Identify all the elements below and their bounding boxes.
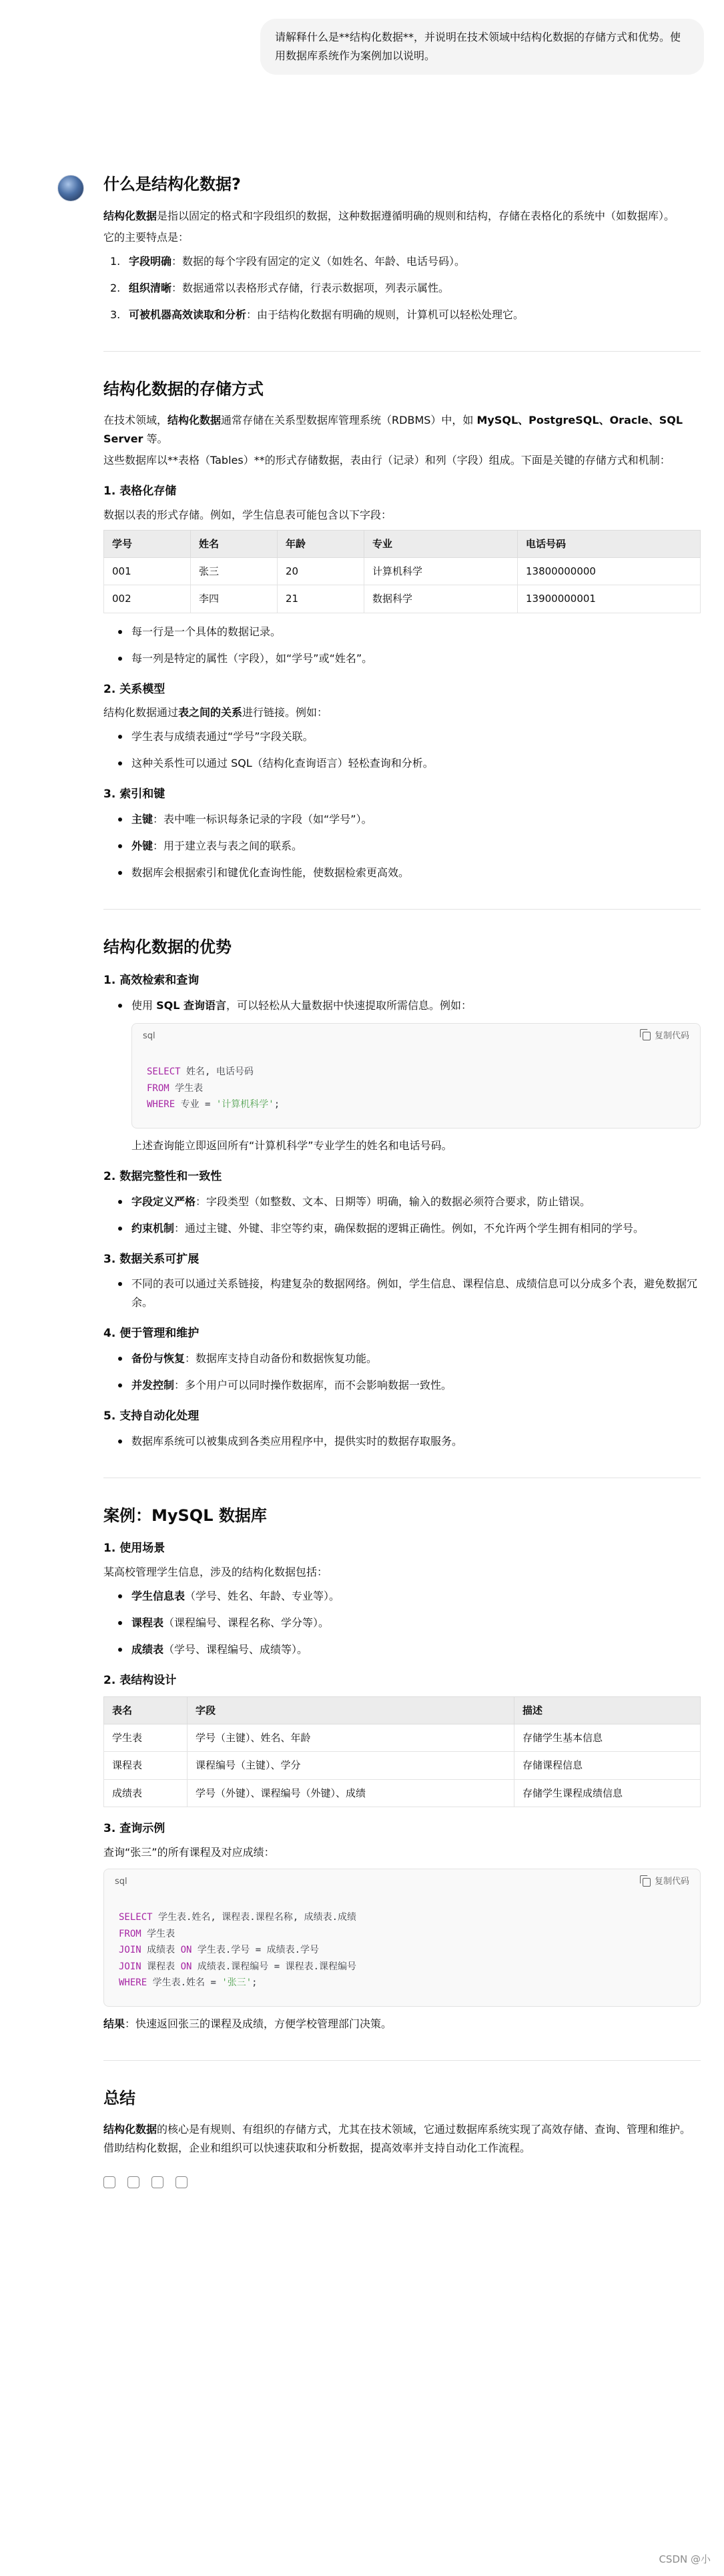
paragraph: 结构化数据的核心是有规则、有组织的存储方式，尤其在技术领域，它通过数据库系统实现了高效存储、查询、管理和维护。借助结构化数据，企业和组织可以快速获取和分析数据，提高效率并支持自动化工作流程。 [103,2123,691,2155]
code-content: SELECT 学生表.姓名, 课程表.课程名称, 成绩表.成绩 FROM 学生表 JOIN 成绩表 ON 学生表.学号 = 成绩表.学号 JOIN 课程表 ON 成绩表.课程编号 = 课程表.课程编号 WHERE 学生表.姓名 = '张三'; [119,1912,357,1989]
paragraph: 结构化数据通过表之间的关系进行链接。例如： [103,706,328,719]
bullet-list [103,1587,701,1659]
code-header [104,1869,700,1895]
subheading: 3. 查询示例 [103,1821,165,1835]
subheading: 1. 表格化存储 [103,485,177,499]
student-table [103,530,701,613]
table-row: 成绩表 学号（外键）、课程编号（外键）、成绩 存储学生课程成绩信息 [104,1779,701,1807]
watermark: CSDN @小 [659,2553,711,2565]
user-message-bubble: 请解释什么是**结构化数据**，并说明在技术领域中结构化数据的存储方式和优势。使用数据库系统作为案例加以说明。 [260,19,704,75]
table-row: 课程表 课程编号（主键）、学分 存储课程信息 [104,1752,701,1779]
list-item: 成绩表（学号、课程编号、成绩等）。 [103,1640,701,1659]
user-message-row [0,0,724,75]
list-item: 数据库系统可以被集成到各类应用程序中，提供实时的数据存取服务。 [103,1432,701,1451]
bullet-list [103,996,701,1015]
subheading: 1. 使用场景 [103,1542,165,1556]
list-item: 约束机制：通过主键、外键、非空等约束，确保数据的逻辑正确性。例如，不允许两个学生拥有相同的学号。 [103,1219,701,1238]
copy-icon [643,1878,651,1887]
list-item: 数据库会根据索引和键优化查询性能，使数据检索更高效。 [103,864,701,882]
list-item: 学生信息表（学号、姓名、年龄、专业等）。 [103,1587,701,1606]
table-row: 001 张三 20 计算机科学 13800000000 [104,558,701,585]
list-item: 这种关系性可以通过 SQL（结构化查询语言）轻松查询和分析。 [103,754,701,773]
paragraph: 结构化数据是指以固定的格式和字段组织的数据，这种数据遵循明确的规则和结构，存储在表格化的系统中（如数据库）。 [103,209,675,222]
list-item: 学生表与成绩表通过“学号”字段关联。 [103,727,701,746]
table-header-row: 学号 姓名 年龄 专业 电话号码 [104,530,701,557]
feature-list [110,252,701,324]
section-definition [103,75,701,324]
section-title: 案例：MySQL 数据库 [103,1506,267,1525]
paragraph: 它的主要特点是： [103,230,190,244]
assistant-avatar [57,175,84,202]
thumbs-up-icon[interactable] [127,2176,139,2188]
paragraph: 这些数据库以**表格（Tables）**的形式存储数据，表由行（记录）和列（字段）组成。下面是关键的存储方式和机制： [103,454,671,467]
list-item: 1. 字段明确：数据的每个字段有固定的定义（如姓名、年龄、电话号码）。 [110,254,466,268]
list-item: 备份与恢复：数据库支持自动备份和数据恢复功能。 [103,1349,701,1368]
assistant-content [103,75,701,2188]
section-title: 总结 [103,2088,135,2108]
subheading: 2. 关系模型 [103,682,165,696]
paragraph: 数据以表的形式存储。例如，学生信息表可能包含以下字段： [103,508,392,521]
paragraph: 某高校管理学生信息，涉及的结构化数据包括： [103,1566,328,1579]
regenerate-icon[interactable] [175,2176,188,2188]
assistant-message [0,75,724,2188]
bullet-list [103,1432,701,1451]
list-item: 主键：表中唯一标识每条记录的字段（如“学号”）。 [103,810,701,829]
bullet-list [103,727,701,773]
divider [103,2060,701,2061]
list-item: 外键：用于建立表与表之间的联系。 [103,837,701,856]
section-title: 结构化数据的存储方式 [103,379,264,398]
code-block [103,1869,701,2007]
list-item: 3. 可被机器高效读取和分析：由于结构化数据有明确的规则，计算机可以轻松处理它。 [110,308,524,321]
subheading: 2. 数据完整性和一致性 [103,1169,222,1183]
copy-code-button[interactable]: 复制代码 [643,1875,689,1890]
list-item: 字段定义严格：字段类型（如整数、文本、日期等）明确，输入的数据必须符合要求，防止错误。 [103,1193,701,1211]
subheading: 3. 索引和键 [103,787,165,801]
table-row: 学生表 学号（主键）、姓名、年龄 存储学生基本信息 [104,1724,701,1752]
subheading: 1. 高效检索和查询 [103,973,200,987]
bullet-list [103,1349,701,1395]
code-language: sql [115,1876,127,1887]
list-item: 2. 组织清晰：数据通常以表格形式存储，行表示数据项，列表示属性。 [110,281,450,294]
copy-message-icon[interactable] [103,2176,115,2188]
list-item: 每一行是一个具体的数据记录。 [103,623,701,641]
code-block [131,1023,701,1129]
section-summary [103,2087,701,2189]
list-item: 使用 SQL 查询语言，可以轻松从大量数据中快速提取所需信息。例如： [103,996,701,1015]
bullet-list [103,1193,701,1238]
thumbs-down-icon[interactable] [151,2176,163,2188]
list-item: 不同的表可以通过关系链接，构建复杂的数据网络。例如，学生信息、课程信息、成绩信息可以分成多个表，避免数据冗余。 [103,1275,701,1312]
bullet-list [103,623,701,668]
bullet-list [103,1275,701,1312]
section-case-study [103,1505,701,2033]
paragraph: 结果：快速返回张三的课程及成绩，方便学校管理部门决策。 [103,2017,392,2030]
paragraph: 查询“张三”的所有课程及对应成绩： [103,1845,275,1859]
section-title: 什么是结构化数据? [103,175,241,194]
section-title: 结构化数据的优势 [103,938,232,957]
design-table [103,1696,701,1807]
list-item: 课程表（课程编号、课程名称、学分等）。 [103,1614,701,1632]
code-language: sql [143,1030,155,1041]
subheading: 2. 表结构设计 [103,1674,177,1688]
copy-icon [643,1032,651,1040]
table-header-row: 表名 字段 描述 [104,1696,701,1724]
table-row: 002 李四 21 数据科学 13900000001 [104,585,701,613]
bullet-list [103,810,701,882]
divider [103,909,701,910]
paragraph: 在技术领域，结构化数据通常存储在关系型数据库管理系统（RDBMS）中，如 MySQL、PostgreSQL、Oracle、SQL Server 等。 [103,414,683,446]
section-advantages [103,936,701,1451]
copy-code-button[interactable]: 复制代码 [643,1029,689,1044]
list-item: 并发控制：多个用户可以同时操作数据库，而不会影响数据一致性。 [103,1376,701,1395]
section-storage [103,378,701,883]
list-item: 每一列是特定的属性（字段），如“学号”或“姓名”。 [103,649,701,668]
subheading: 3. 数据关系可扩展 [103,1252,200,1266]
paragraph: 上述查询能立即返回所有“计算机科学”专业学生的姓名和电话号码。 [131,1139,452,1152]
subheading: 4. 便于管理和维护 [103,1327,200,1341]
subheading: 5. 支持自动化处理 [103,1409,200,1423]
message-actions [103,2176,701,2188]
code-content: SELECT 姓名, 电话号码 FROM 学生表 WHERE 专业 = '计算机科学'; [147,1066,280,1110]
divider [103,351,701,352]
code-header [132,1024,700,1050]
